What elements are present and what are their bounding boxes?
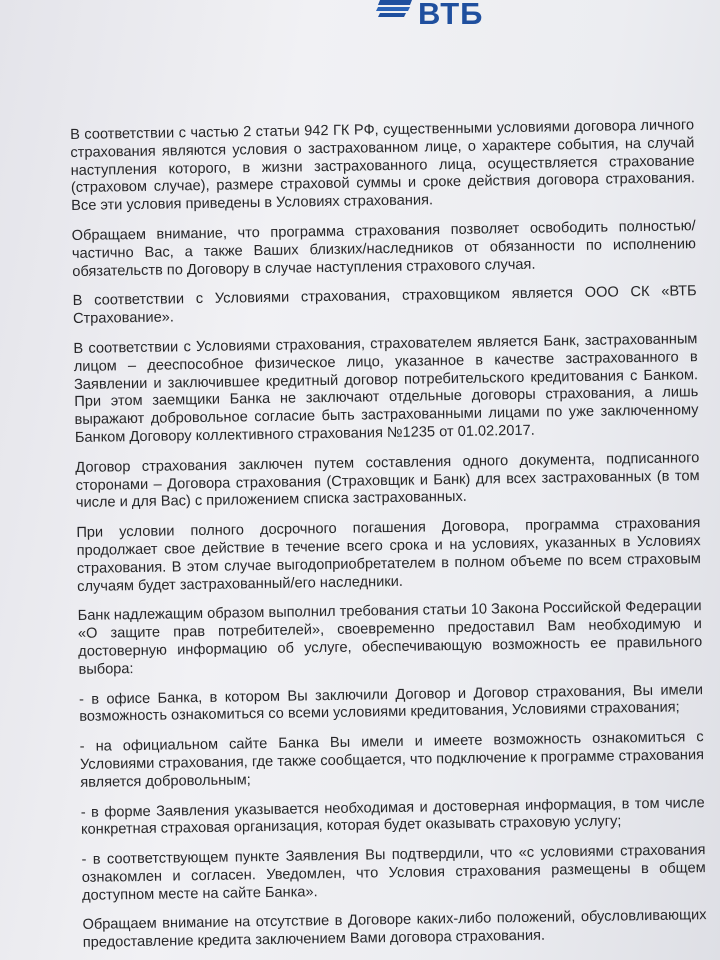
- list-item-website: - на официальном сайте Банка Вы имели и имеете возможность ознакомиться с Условиями страхования, где также сообщается, что подключение к программе страхования является добровольным;: [79, 729, 705, 791]
- vtb-logo: [376, 0, 483, 34]
- paragraph-insurer: В соответствии с Условиями страхования, страховщиком является ООО СК «ВТБ Страхование».: [72, 283, 697, 328]
- paragraph-contract-concluded: Договор страхования заключен путем составления одного документа, подписанного сторонами – Договора страхования (Страховщик и Банк) для всех застрахованных (в том числе и для Вас) с приложением списка застрахованных.: [75, 449, 700, 512]
- letter-body: [70, 117, 707, 960]
- list-item-confirmation: - в соответствующем пункте Заявления Вы подтвердили, что «с условиями страхования ознакомлен и согласен. Уведомлен, что Условия страхования размещены в общем доступном месте на сайте Банка».: [81, 842, 706, 904]
- paragraph-no-provisions: Обращаем внимание на отсутствие в Договоре каких-либо положений, обусловливающих предоставление кредита заключением Вами договора страхования.: [82, 907, 707, 952]
- paragraph-bank-requirements: Банк надлежащим образом выполнил требования статьи 10 Закона Российской Федерации «О защите прав потребителей», своевременно предоставил Вам необходимую и достоверную информацию об услуге, обеспечивающую возможность ее правильного выбора:: [77, 598, 703, 678]
- list-item-application-form: - в форме Заявления указывается необходимая и достоверная информация, в том числе конкретная страховая организация, которая будет оказывать страховую услугу;: [80, 794, 705, 839]
- paragraph-essential-terms: В соответствии с частью 2 статьи 942 ГК РФ, существенными условиями договора личного страхования являются условия о застрахованном лице, о характере события, на случай наступления которого, в жизни застрахованного лица, осуществляется страхование (страховом случае), размере страховой суммы и сроке действия договора страхования. Все эти условия приведены в Условиях страхования.: [70, 117, 696, 215]
- paragraph-early-repayment: При условии полного досрочного погашения Договора, программа страхования продолжает свое действие в течение всего срока и на условиях, указанных в Условиях страхования. В этом случае выгодоприобретателем в полном объеме по всем страховым случаям будет застрахованный/его наследники.: [76, 515, 701, 595]
- paragraph-policyholder: В соответствии с Условиями страхования, страхователем является Банк, застрахованным лицом – дееспособное физическое лицо, указанное в качестве застрахованного в Заявлении и заключившее кредитный договор потребительского кредитования с Банком. При этом заемщики Банка не заключают отдельные договоры страхования, а лишь выражают добровольное согласие быть застрахованными лицами по уже заключенному Банком Договору коллективного страхования №1235 от 01.02.2017.: [73, 331, 699, 446]
- list-item-office: - в офисе Банка, в котором Вы заключили Договор и Договор страхования, Вы имели возможность ознакомиться со всеми условиями кредитования, Условиями страхования;: [78, 681, 704, 726]
- vtb-logo-mark-icon: [376, 0, 412, 18]
- vtb-logo-text: ВТБ: [418, 0, 484, 31]
- paragraph-program-attention: Обращаем внимание, что программа страхования позволяет освободить полностью/частично Вас, а также Ваших близких/наследников от обязанности по исполнению обязательств по Договору в случае наступления страхового случая.: [71, 218, 697, 280]
